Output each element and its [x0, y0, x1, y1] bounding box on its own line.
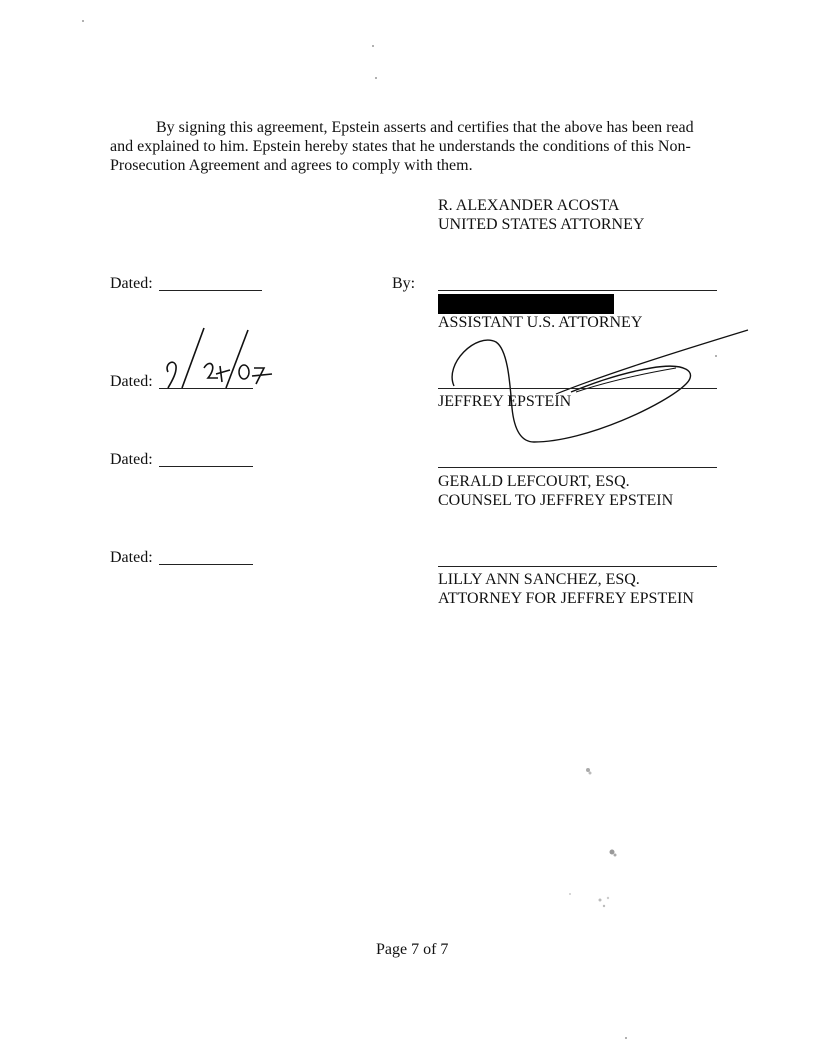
by-label: By: — [392, 275, 416, 292]
paragraph-line: and explained to him. Epstein hereby states that he understands the conditions of this Non- — [110, 138, 691, 155]
epstein-signature-image — [436, 324, 756, 444]
lefcourt-name: GERALD LEFCOURT, ESQ. — [438, 473, 630, 490]
signature-line — [438, 467, 717, 468]
date-line — [159, 564, 253, 565]
sanchez-name: LILLY ANN SANCHEZ, ESQ. — [438, 571, 640, 588]
ausa-title: ASSISTANT U.S. ATTORNEY — [438, 314, 643, 331]
dated-label: Dated: — [110, 549, 153, 566]
dated-label: Dated: — [110, 451, 153, 468]
prosecutor-name: R. ALEXANDER ACOSTA — [438, 197, 620, 214]
scan-speck — [375, 77, 377, 79]
date-line — [159, 290, 262, 291]
prosecutor-title: UNITED STATES ATTORNEY — [438, 216, 645, 233]
sanchez-role: ATTORNEY FOR JEFFREY EPSTEIN — [438, 590, 694, 607]
paragraph-line: By signing this agreement, Epstein asserts and certifies that the above has been read — [156, 119, 694, 136]
scan-artifact-image — [560, 760, 640, 920]
handwritten-date-image — [160, 322, 280, 392]
scan-speck — [82, 20, 84, 22]
date-line — [159, 466, 253, 467]
scan-speck — [625, 1037, 627, 1039]
page-number: Page 7 of 7 — [376, 941, 449, 958]
paragraph-line: Prosecution Agreement and agrees to comply with them. — [110, 157, 473, 174]
certification-paragraph — [110, 118, 722, 175]
dated-label: Dated: — [110, 373, 153, 390]
scan-speck — [372, 45, 374, 47]
signature-line — [438, 388, 717, 389]
epstein-name: JEFFREY EPSTEIN — [438, 393, 572, 410]
signature-line — [438, 566, 717, 567]
dated-label: Dated: — [110, 275, 153, 292]
signature-line — [438, 290, 717, 291]
redaction-box — [438, 294, 614, 314]
lefcourt-role: COUNSEL TO JEFFREY EPSTEIN — [438, 492, 674, 509]
